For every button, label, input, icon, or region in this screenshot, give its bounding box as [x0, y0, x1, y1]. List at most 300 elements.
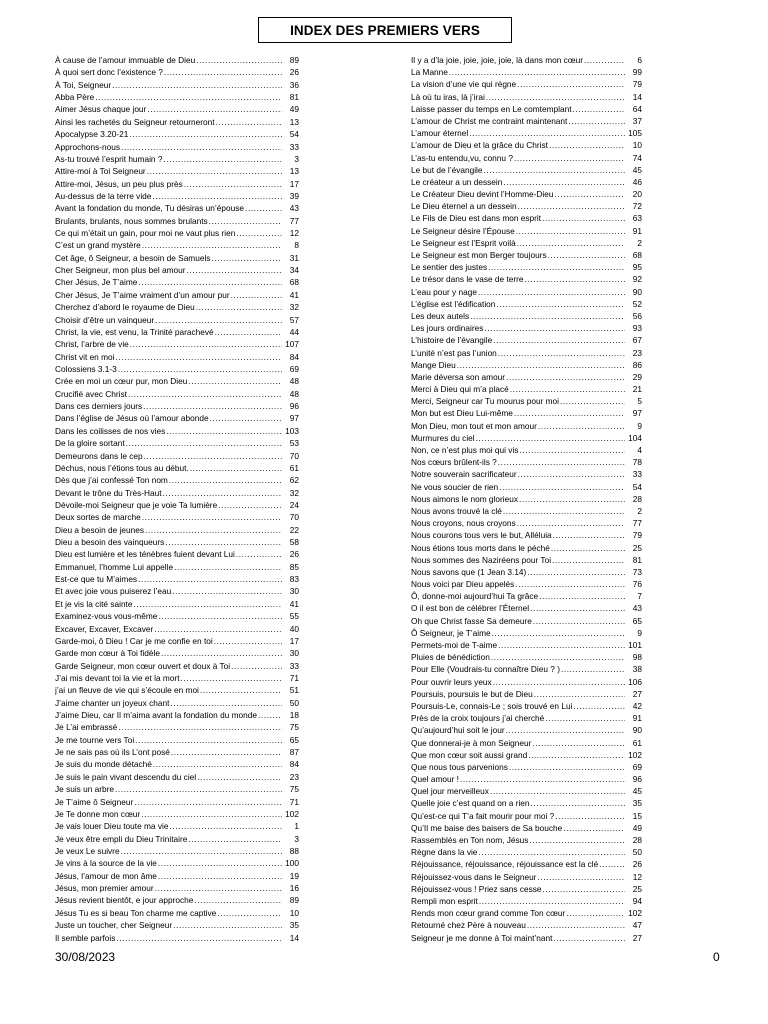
entry-title: Merci, Seigneur car Tu mourus pour moi [411, 396, 560, 407]
index-entry [55, 92, 299, 102]
entry-title: J’ai mis devant toi la vie et la mort [55, 672, 180, 683]
dot-leader [218, 500, 282, 510]
entry-page-number: 13 [289, 166, 299, 177]
entry-page-number: 9 [637, 420, 642, 431]
entry-page-number: 93 [632, 323, 642, 334]
dot-leader [188, 376, 282, 386]
entry-page-number: 25 [632, 542, 642, 553]
dot-leader [166, 426, 282, 436]
dot-leader [478, 847, 625, 857]
index-entry [411, 153, 642, 163]
entry-title: Excaver, Excaver, Excaver [55, 623, 154, 634]
entry-page-number: 15 [632, 810, 642, 821]
dot-leader [152, 191, 282, 201]
dot-leader [115, 352, 282, 362]
dot-leader [460, 774, 625, 784]
dot-leader [171, 747, 282, 757]
entry-title: Non, ce n’est plus moi qui vis [411, 445, 519, 455]
dot-leader [216, 117, 282, 127]
index-entry [55, 203, 299, 213]
index-entry [55, 759, 299, 769]
index-entry [411, 652, 642, 662]
index-entry [411, 79, 642, 89]
index-entry [411, 798, 642, 808]
entry-title: Le Seigneur est mon Berger toujours [411, 250, 547, 260]
entry-page-number: 61 [289, 462, 299, 473]
entry-title: L’as-tu entendu,vu, connu ? [411, 152, 513, 163]
entry-title: Choisir d’être un vainqueur [55, 314, 155, 325]
dot-leader [469, 128, 625, 138]
entry-title: Pour ouvrir leurs yeux [411, 676, 492, 687]
entry-title: Que donnerai-je à mon Seigneur [411, 737, 532, 748]
dot-leader [134, 797, 282, 807]
entry-page-number: 1 [294, 821, 299, 832]
dot-leader [197, 772, 282, 782]
index-entry [411, 396, 642, 406]
index-entry [55, 846, 299, 856]
dot-leader [506, 725, 625, 735]
entry-title: Merci à Dieu qui m’a placé [411, 384, 509, 395]
index-entry [55, 685, 299, 695]
entry-page-number: 65 [632, 615, 642, 626]
dot-leader [144, 451, 282, 461]
dot-leader [488, 262, 625, 272]
entry-page-number: 20 [632, 189, 642, 200]
index-entry [55, 216, 299, 226]
entry-title: Réjouissez-vous dans le Seigneur [411, 871, 537, 882]
dot-leader [470, 311, 625, 321]
entry-page-number: 43 [289, 203, 299, 214]
dot-leader [112, 80, 282, 90]
index-entry [55, 710, 299, 720]
index-entry [411, 884, 642, 894]
index-entry [411, 116, 642, 126]
dot-leader [555, 811, 625, 821]
entry-page-number: 71 [289, 796, 299, 807]
entry-page-number: 54 [632, 481, 642, 492]
index-entry [55, 611, 299, 621]
entry-page-number: 54 [289, 129, 299, 140]
entry-title: Je T’aime ô Seigneur [55, 796, 134, 807]
entry-page-number: 57 [289, 314, 299, 325]
entry-page-number: 40 [289, 623, 299, 634]
entry-page-number: 75 [289, 722, 299, 733]
entry-title: Je suis un arbre [55, 784, 115, 795]
entry-title: C’est un grand mystère [55, 240, 141, 251]
index-entry [55, 166, 299, 176]
dot-leader [516, 226, 625, 236]
index-entry [411, 920, 642, 930]
index-entry [411, 274, 642, 284]
dot-leader [573, 104, 626, 114]
entry-page-number: 33 [289, 660, 299, 671]
entry-page-number: 106 [628, 676, 642, 687]
index-entry [411, 640, 642, 650]
entry-title: Jésus Tu es si beau Ton charme me captive [55, 907, 217, 918]
entry-title: Ô Seigneur, je T’aime [411, 627, 491, 638]
dot-leader [142, 512, 282, 522]
index-entry [411, 506, 642, 516]
dot-leader [493, 335, 625, 345]
dot-leader [517, 79, 625, 89]
entry-title: Cherchez d’abord le royaume de Dieu [55, 302, 195, 313]
entry-title: Ne vous soucier de rien [411, 481, 499, 492]
entry-page-number: 90 [632, 286, 642, 297]
entry-title: Au-dessus de la terre vide [55, 190, 152, 201]
entry-title: Rassemblés en Ton nom, Jésus [411, 835, 529, 845]
entry-page-number: 45 [632, 164, 642, 175]
entry-title: Nous étions tous morts dans le péché [411, 542, 550, 553]
dot-leader [506, 372, 625, 382]
entry-page-number: 46 [632, 176, 642, 187]
dot-leader [553, 530, 625, 540]
dot-leader [599, 859, 625, 869]
entry-page-number: 85 [289, 561, 299, 572]
dot-leader [527, 567, 625, 577]
dot-leader [490, 786, 625, 796]
entry-title: Jésus, mon premier amour [55, 883, 154, 894]
entry-page-number: 102 [285, 808, 299, 819]
dot-leader [170, 698, 282, 708]
index-entry [55, 920, 299, 930]
index-entry [411, 725, 642, 735]
index-entry [55, 549, 299, 559]
dot-leader [537, 872, 625, 882]
entry-title: Poursuis, poursuis le but de Dieu [411, 688, 533, 699]
dot-leader [158, 858, 282, 868]
dot-leader [560, 396, 625, 406]
entry-title: Et je vis la cité sainte [55, 598, 133, 609]
dot-leader [514, 153, 625, 163]
entry-title: Je vins à la source de la vie [55, 858, 157, 869]
entry-title: L’unité n’est pas l’union [411, 347, 497, 358]
index-entry [55, 327, 299, 337]
index-entry [55, 747, 299, 757]
dot-leader [498, 457, 625, 467]
entry-page-number: 91 [632, 225, 642, 236]
entry-page-number: 104 [628, 432, 642, 443]
entry-page-number: 83 [289, 574, 299, 585]
dot-leader [210, 413, 282, 423]
entry-title: Examinez-vous vous-même [55, 611, 158, 622]
dot-leader [215, 327, 282, 337]
index-entry [55, 104, 299, 114]
dot-leader [200, 685, 282, 695]
entry-page-number: 9 [637, 627, 642, 638]
index-entry [411, 786, 642, 796]
dot-leader [517, 238, 625, 248]
index-entry [411, 689, 642, 699]
entry-title: Rempli mon esprit [411, 895, 478, 906]
dot-leader [130, 339, 282, 349]
dot-leader [499, 482, 625, 492]
dot-leader [479, 896, 625, 906]
dot-leader [525, 274, 625, 284]
dot-leader [231, 290, 282, 300]
entry-page-number: 45 [632, 786, 642, 797]
index-entry [411, 445, 642, 455]
dot-leader [492, 628, 625, 638]
entry-title: L’église est l’édification [411, 298, 496, 309]
entry-page-number: 2 [637, 237, 642, 248]
entry-title: Ce qui m’était un gain, pour moi ne vaut plus rien [55, 228, 236, 239]
dot-leader [163, 488, 282, 498]
index-entry [411, 299, 642, 309]
entry-title: Deux sortes de marche [55, 512, 141, 523]
index-entry [411, 384, 642, 394]
entry-title: Quel jour merveilleux [411, 786, 489, 797]
dot-leader [147, 166, 282, 176]
entry-title: Là où tu iras, là j’irai [411, 91, 485, 102]
dot-leader [510, 384, 625, 394]
index-entry [411, 213, 642, 223]
entry-page-number: 99 [632, 67, 642, 78]
index-entry [55, 586, 299, 596]
entry-title: Je me tourne vers Toi [55, 734, 135, 745]
dot-leader [527, 920, 625, 930]
entry-title: Nous courons tous vers le but, Alléluia [411, 530, 552, 541]
entry-page-number: 78 [632, 457, 642, 468]
entry-page-number: 87 [289, 747, 299, 758]
entry-title: Laisse passer du temps en Le comtemplant [411, 103, 572, 114]
dot-leader [555, 189, 626, 199]
entry-page-number: 19 [289, 870, 299, 881]
entry-page-number: 26 [632, 859, 642, 870]
entry-title: Pluies de bénédiction [411, 652, 490, 663]
entry-title: j’ai un fleuve de vie qui s’écoule en moi [55, 685, 199, 696]
index-entry [411, 518, 642, 528]
entry-title: L’eau pour y nage [411, 286, 477, 297]
index-entry [55, 117, 299, 127]
entry-page-number: 21 [632, 384, 642, 395]
entry-title: Règne dans la vie [411, 847, 478, 858]
index-entry [55, 438, 299, 448]
dot-leader [115, 784, 282, 794]
index-entry [55, 277, 299, 287]
entry-title: Réjouissance, réjouissance, réjouissance est la clé [411, 859, 599, 870]
dot-leader [217, 908, 282, 918]
entry-title: Christ vit en moi [55, 351, 115, 362]
entry-page-number: 26 [289, 67, 299, 78]
entry-page-number: 13 [289, 116, 299, 127]
entry-title: Christ, la vie, est venu, la Trinité parachevé [55, 326, 214, 337]
dot-leader [530, 603, 625, 613]
footer-date: 30/08/2023 [55, 950, 116, 964]
entry-page-number: 96 [632, 774, 642, 785]
entry-title: Devant le trône du Très-Haut [55, 487, 162, 498]
index-entry [411, 664, 642, 674]
index-entry [411, 92, 642, 102]
dot-leader [568, 116, 625, 126]
dot-leader [449, 67, 625, 77]
entry-title: Il semble parfois [55, 932, 116, 943]
dot-leader [531, 798, 625, 808]
entry-title: Permets-moi de T-aime [411, 640, 498, 650]
dot-leader [181, 673, 282, 683]
dot-leader [553, 933, 625, 943]
entry-title: Oh que Christ fasse Sa demeure [411, 615, 532, 626]
index-entry [411, 457, 642, 467]
entry-page-number: 16 [289, 883, 299, 894]
index-entry [411, 335, 642, 345]
entry-title: Brulants, brulants, nous sommes brulants [55, 215, 208, 226]
entry-page-number: 95 [632, 262, 642, 273]
entry-page-number: 28 [632, 835, 642, 845]
entry-page-number: 51 [289, 685, 299, 696]
entry-page-number: 48 [289, 388, 299, 399]
index-entry [411, 543, 642, 553]
entry-page-number: 68 [289, 277, 299, 288]
dot-leader [194, 895, 282, 905]
entry-page-number: 94 [632, 895, 642, 906]
index-entry [411, 165, 642, 175]
dot-leader [515, 579, 625, 589]
index-entry [411, 421, 642, 431]
entry-page-number: 100 [285, 858, 299, 869]
dot-leader [498, 640, 625, 650]
entry-title: Près de la croix toujours j’ai cherché [411, 713, 545, 724]
index-entry [55, 525, 299, 535]
dot-leader [493, 677, 625, 687]
entry-title: Qu’aujourd’hui soit le jour [411, 725, 505, 736]
entry-title: Le créateur a un dessein [411, 176, 503, 187]
dot-leader [551, 543, 625, 553]
entry-title: Dès que j’ai confessé Ton nom [55, 475, 168, 486]
index-entry [55, 883, 299, 893]
entry-page-number: 31 [289, 252, 299, 263]
entry-page-number: 53 [289, 438, 299, 449]
index-entry [411, 408, 642, 418]
index-entry [411, 469, 642, 479]
index-entry [411, 835, 642, 845]
entry-title: Dieu a besoin de jeunes [55, 524, 145, 535]
dot-leader [141, 809, 282, 819]
dot-leader [584, 55, 625, 65]
entry-page-number: 44 [289, 326, 299, 337]
entry-page-number: 69 [289, 363, 299, 374]
entry-page-number: 91 [632, 713, 642, 724]
entry-title: Que nous tous parvenions [411, 761, 508, 772]
index-entry [411, 616, 642, 626]
entry-title: À quoi sert donc l’existence ? [55, 67, 163, 78]
page-title: INDEX DES PREMIERS VERS [258, 17, 512, 43]
entry-title: L’amour éternel [411, 128, 469, 139]
entry-page-number: 4 [637, 445, 642, 455]
entry-page-number: 23 [632, 347, 642, 358]
entry-title: Garde-moi, ô Dieu ! Car je me confie en toi [55, 635, 213, 646]
entry-title: Poursuis-Le, connais-Le ; sois trouvé en Lui [411, 700, 573, 711]
entry-page-number: 10 [289, 907, 299, 918]
index-entry [55, 253, 299, 263]
entry-title: Garde Seigneur, mon cœur ouvert et doux à Toi [55, 660, 231, 671]
index-entry [55, 871, 299, 881]
index-entry [55, 67, 299, 77]
entry-page-number: 5 [637, 396, 642, 407]
entry-page-number: 49 [632, 822, 642, 833]
index-entry [411, 372, 642, 382]
index-entry [55, 80, 299, 90]
index-entry [411, 360, 642, 370]
entry-page-number: 22 [289, 524, 299, 535]
dot-leader [128, 389, 282, 399]
entry-title: Qu’Il me baise des baisers de Sa bouche [411, 822, 563, 833]
index-entry [411, 872, 642, 882]
index-entry [55, 537, 299, 547]
entry-title: Je veux être empli du Dieu Trinitaire [55, 833, 188, 844]
index-entry [411, 847, 642, 857]
dot-leader [153, 759, 282, 769]
dot-leader [95, 92, 282, 102]
dot-leader [155, 883, 282, 893]
entry-page-number: 29 [632, 371, 642, 382]
index-entry [55, 722, 299, 732]
dot-leader [174, 562, 282, 572]
dot-leader [135, 735, 282, 745]
entry-title: De la gloire sortant [55, 438, 125, 449]
index-entry [411, 311, 642, 321]
dot-leader [517, 518, 625, 528]
dot-leader [214, 636, 282, 646]
entry-page-number: 3 [294, 833, 299, 844]
index-entry [411, 238, 642, 248]
entry-page-number: 12 [632, 871, 642, 882]
entry-page-number: 43 [632, 603, 642, 614]
index-entry [55, 673, 299, 683]
entry-page-number: 42 [632, 700, 642, 711]
entry-page-number: 89 [289, 55, 299, 65]
entry-page-number: 41 [289, 289, 299, 300]
dot-leader [486, 92, 625, 102]
entry-title: Le sentier des justes [411, 262, 488, 273]
index-entry [411, 262, 642, 272]
entry-title: Dans ces derniers jours [55, 401, 143, 412]
dot-leader [121, 142, 282, 152]
dot-leader [484, 165, 626, 175]
index-entry [55, 426, 299, 436]
index-entry [411, 859, 642, 869]
entry-title: Abba Père [55, 92, 95, 103]
dot-leader [503, 177, 625, 187]
index-entry [411, 579, 642, 589]
entry-title: Réjouissez-vous ! Priez sans cesse [411, 883, 542, 894]
entry-title: L’histoire de l’évangile [411, 335, 493, 346]
dot-leader [543, 884, 626, 894]
dot-leader [548, 250, 625, 260]
index-entry [411, 823, 642, 833]
index-entry [411, 908, 642, 918]
index-entry [55, 648, 299, 658]
entry-page-number: 74 [632, 152, 642, 163]
entry-title: Je L’ai embrassé [55, 722, 118, 733]
index-entry [55, 809, 299, 819]
index-entry [411, 811, 642, 821]
index-entry [411, 591, 642, 601]
entry-page-number: 30 [289, 648, 299, 659]
entry-page-number: 10 [632, 140, 642, 151]
entry-title: Crucifié avec Christ [55, 388, 127, 399]
dot-leader [190, 463, 282, 473]
index-entry [411, 555, 642, 565]
entry-page-number: 65 [289, 734, 299, 745]
entry-title: Crée en moi un cœur pur, mon Dieu [55, 376, 188, 387]
entry-title: Marie déversa son amour [411, 371, 506, 382]
entry-page-number: 36 [289, 79, 299, 90]
entry-title: Je Te donne mon cœur [55, 808, 141, 819]
entry-page-number: 17 [289, 178, 299, 189]
entry-page-number: 89 [289, 895, 299, 906]
entry-title: Attire-moi à Toi Seigneur [55, 166, 146, 177]
dot-leader [143, 401, 282, 411]
